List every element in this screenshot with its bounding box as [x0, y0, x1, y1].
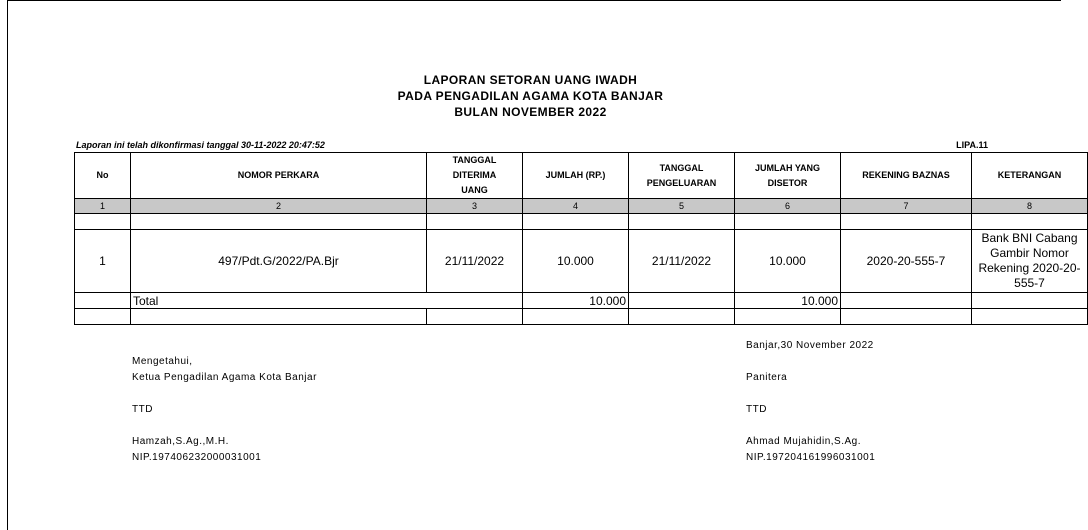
col-header-jumlah-disetor: JUMLAH YANG DISETOR	[735, 153, 841, 199]
total-jumlah: 10.000	[523, 293, 629, 309]
col-header-nomor-perkara: NOMOR PERKARA	[131, 153, 427, 199]
header-row	[75, 153, 1088, 199]
col-header-tanggal-diterima: TANGGAL DITERIMA UANG	[427, 153, 523, 199]
cell-rekening-baznas: 2020-20-555-7	[841, 230, 972, 293]
column-number: 4	[523, 199, 629, 214]
report-title-line3: BULAN NOVEMBER 2022	[454, 105, 607, 119]
report-table	[74, 152, 1088, 325]
column-number-row	[75, 199, 1088, 214]
cell-tanggal-diterima: 21/11/2022	[427, 230, 523, 293]
column-number: 2	[131, 199, 427, 214]
report-title-line1: LAPORAN SETORAN UANG IWADH	[423, 73, 638, 87]
column-number: 6	[735, 199, 841, 214]
place-date: Banjar,30 November 2022	[746, 340, 874, 351]
col-header-no: No	[75, 153, 131, 199]
cell-jumlah: 10.000	[523, 230, 629, 293]
signature-left	[132, 354, 317, 466]
total-row	[75, 293, 1088, 309]
column-number: 8	[972, 199, 1088, 214]
column-number: 1	[75, 199, 131, 214]
col-header-tanggal-pengeluaran: TANGGAL PENGELUARAN	[629, 153, 735, 199]
report-title-line2: PADA PENGADILAN AGAMA KOTA BANJAR	[397, 89, 664, 103]
right-name: Ahmad Mujahidin,S.Ag.	[746, 436, 862, 447]
total-jumlah-disetor: 10.000	[735, 293, 841, 309]
col-header-rekening-baznas: REKENING BAZNAS	[841, 153, 972, 199]
right-ttd: TTD	[746, 404, 767, 415]
known-label: Mengetahui,	[132, 356, 193, 367]
left-ttd: TTD	[132, 404, 153, 415]
col-header-keterangan: KETERANGAN	[972, 153, 1088, 199]
total-label: Total	[131, 293, 523, 309]
left-nip: NIP.197406232000031001	[132, 452, 262, 463]
cell-keterangan: Bank BNI Cabang Gambir Nomor Rekening 2020-20-555-7	[972, 230, 1088, 293]
column-number: 3	[427, 199, 523, 214]
col-header-jumlah: JUMLAH (RP.)	[523, 153, 629, 199]
report-code: LIPA.11	[956, 140, 988, 150]
cell-nomor-perkara: 497/Pdt.G/2022/PA.Bjr	[131, 230, 427, 293]
left-role: Ketua Pengadilan Agama Kota Banjar	[132, 372, 317, 383]
spacer-row	[75, 309, 1088, 325]
cell-jumlah-disetor: 10.000	[735, 230, 841, 293]
right-role: Panitera	[746, 372, 788, 383]
table-row	[75, 230, 1088, 293]
right-nip: NIP.197204161996031001	[746, 452, 876, 463]
cell-tanggal-pengeluaran: 21/11/2022	[629, 230, 735, 293]
confirmation-note: Laporan ini telah dikonfirmasi tanggal 30-11-2022 20:47:52	[76, 140, 325, 150]
spacer-row	[75, 214, 1088, 230]
cell-no: 1	[75, 230, 131, 293]
column-number: 5	[629, 199, 735, 214]
left-name: Hamzah,S.Ag.,M.H.	[132, 436, 229, 447]
signature-right	[746, 338, 875, 466]
column-number: 7	[841, 199, 972, 214]
